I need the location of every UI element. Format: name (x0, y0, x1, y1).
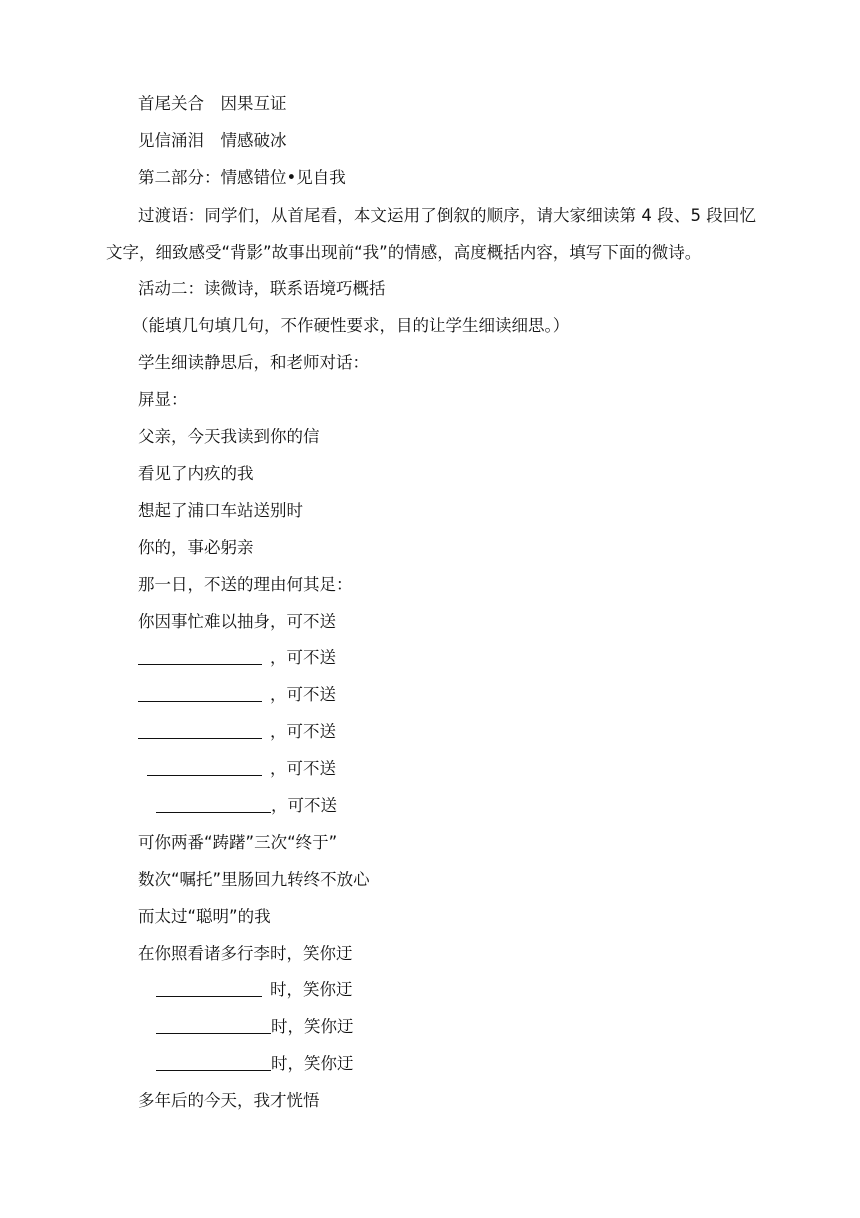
fill-blank-suffix: ，可不送 (270, 648, 336, 667)
poem-line: 多年后的今天，我才恍悟 (138, 1091, 320, 1110)
fill-blank-line (156, 795, 337, 817)
fill-blank-suffix: 时，笑你迂 (271, 1017, 354, 1036)
poem-line: 看见了内疚的我 (138, 464, 254, 483)
fill-blank-suffix: 时，笑你迂 (270, 980, 353, 999)
answer-blank[interactable] (147, 774, 262, 776)
fill-blank-suffix: ，可不送 (271, 796, 337, 815)
poem-line: 想起了浦口车站送别时 (138, 501, 303, 520)
answer-blank[interactable] (156, 1032, 271, 1034)
answer-blank[interactable] (138, 663, 262, 665)
fill-blank-suffix: ，可不送 (270, 722, 336, 741)
activity-note: （能填几句填几句，不作硬性要求，目的让学生细读细思。） (132, 316, 570, 335)
fill-blank-line (156, 1016, 354, 1038)
poem-line: 父亲，今天我读到你的信 (138, 427, 320, 446)
poem-line: 可你两番“踌躇”三次“终于” (138, 833, 338, 852)
section-title: 第二部分：情感错位•见自我 (138, 168, 346, 187)
fill-blank-line (138, 684, 336, 706)
fill-blank-suffix: 时，笑你迂 (271, 1054, 354, 1073)
fill-blank-suffix: ，可不送 (270, 685, 336, 704)
fill-blank-line (138, 647, 336, 669)
answer-blank[interactable] (156, 1069, 271, 1071)
fill-blank-line (156, 979, 353, 1001)
dialogue-intro: 学生细读静思后，和老师对话： (138, 353, 369, 372)
poem-line: 那一日，不送的理由何其足： (138, 575, 353, 594)
fill-blank-line (156, 1053, 354, 1075)
answer-blank[interactable] (156, 811, 271, 813)
activity-title: 活动二：读微诗，联系语境巧概括 (138, 279, 386, 298)
fill-blank-line (147, 758, 336, 780)
heading-line-2: 见信涌泪 情感破冰 (138, 131, 287, 150)
poem-line: 你因事忙难以抽身，可不送 (138, 612, 336, 631)
answer-blank[interactable] (138, 700, 262, 702)
poem-line: 在你照看诸多行李时，笑你迂 (138, 944, 353, 963)
answer-blank[interactable] (156, 995, 262, 997)
transition-paragraph: 过渡语：同学们，从首尾看，本文运用了倒叙的顺序，请大家细读第 4 段、5 段回忆文字，细致感受“背影”故事出现前“我”的情感，高度概括内容，填写下面的微诗。 (106, 206, 756, 262)
screen-label: 屏显： (138, 390, 188, 409)
poem-line: 而太过“聪明”的我 (138, 907, 271, 926)
poem-line: 数次“嘱托”里肠回九转终不放心 (138, 870, 370, 889)
fill-blank-suffix: ，可不送 (270, 759, 336, 778)
heading-line-1: 首尾关合 因果互证 (138, 94, 287, 113)
poem-line: 你的，事必躬亲 (138, 538, 254, 557)
fill-blank-line (138, 721, 336, 743)
answer-blank[interactable] (138, 737, 262, 739)
